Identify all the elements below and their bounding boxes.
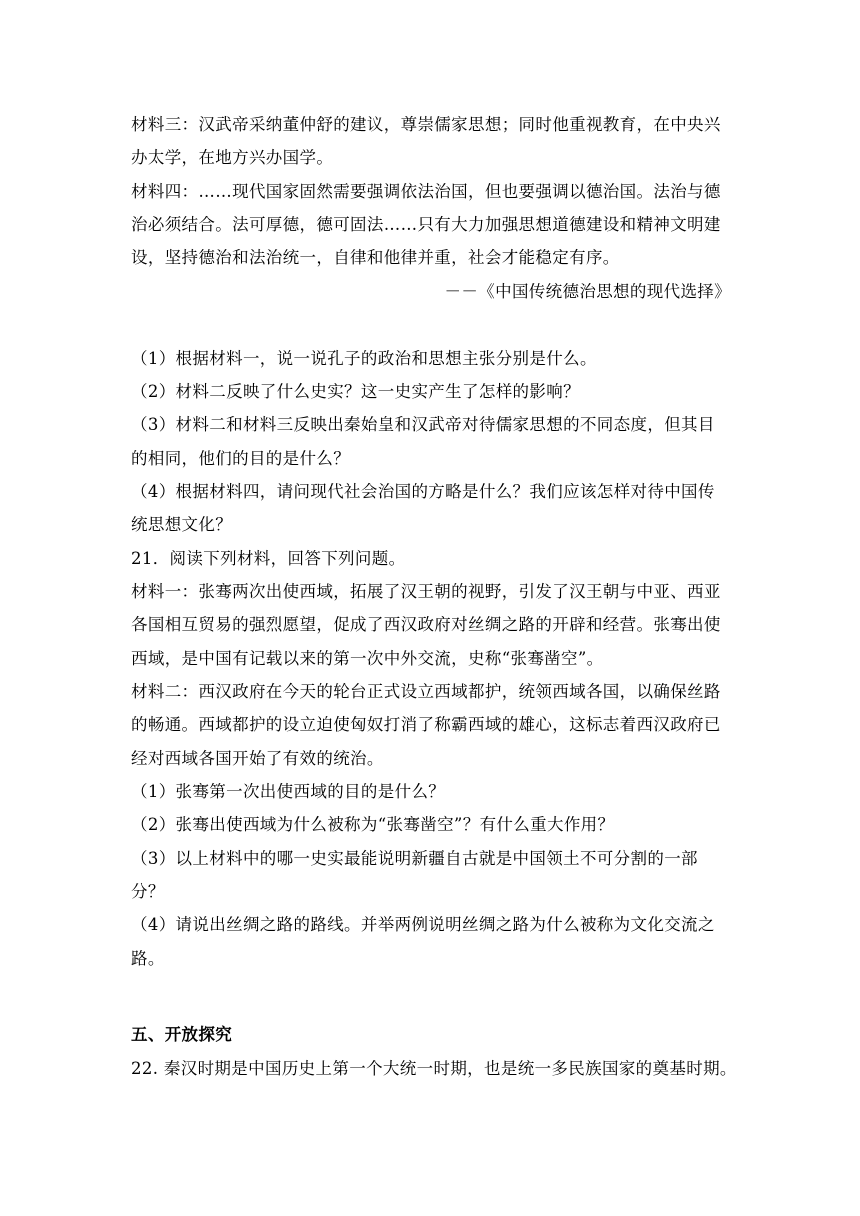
question-21-1: （1）张骞第一次出使西域的目的是什么？ xyxy=(131,782,446,801)
material-three-line-2: 办太学，在地方兴办国学。 xyxy=(131,148,334,167)
problem-22-line-1: 22. 秦汉时期是中国历史上第一个大统一时期，也是统一多民族国家的奠基时期。 xyxy=(131,1059,737,1078)
material-four-line-2: 治必须结合。法可厚德，德可固法……只有大力加强思想道德建设和精神文明建 xyxy=(131,215,721,234)
question-21-4-line-2: 路。 xyxy=(131,949,165,968)
material-one-line-3: 西域，是中国有记载以来的第一次中外交流，史称“张骞凿空”。 xyxy=(131,649,604,668)
material-two-line-3: 经对西域各国开始了有效的统治。 xyxy=(131,749,384,768)
question-21-2: （2）张骞出使西域为什么被称为“张骞凿空”？有什么重大作用？ xyxy=(131,815,615,834)
material-four-line-3: 设，坚持德治和法治统一，自律和他律并重，社会才能稳定有序。 xyxy=(131,248,620,267)
question-1: （1）根据材料一，说一说孔子的政治和思想主张分别是什么。 xyxy=(131,349,597,368)
question-3-line-1: （3）材料二和材料三反映出秦始皇和汉武帝对待儒家思想的不同态度，但其目 xyxy=(131,415,715,434)
question-21-4-line-1: （4）请说出丝绸之路的路线。并举两例说明丝绸之路为什么被称为文化交流之 xyxy=(131,915,715,934)
question-3-line-2: 的相同，他们的目的是什么？ xyxy=(131,449,351,468)
source-citation: －－《中国传统德治思想的现代选择》 xyxy=(444,282,731,301)
material-two-line-2: 的畅通。西域都护的设立迫使匈奴打消了称霸西域的雄心，这标志着西汉政府已 xyxy=(131,715,721,734)
question-2: （2）材料二反映了什么史实？这一史实产生了怎样的影响？ xyxy=(131,382,580,401)
material-three-line-1: 材料三：汉武帝采纳董仲舒的建议，尊崇儒家思想；同时他重视教育，在中央兴 xyxy=(131,115,721,134)
material-one-line-2: 各国相互贸易的强烈愿望，促成了西汉政府对丝绸之路的开辟和经营。张骞出使 xyxy=(131,615,721,634)
question-21-3-line-2: 分？ xyxy=(131,882,165,901)
section-heading: 五、开放探究 xyxy=(131,1025,233,1044)
material-two-line-1: 材料二：西汉政府在今天的轮台正式设立西域都护，统领西域各国，以确保丝路 xyxy=(131,682,721,701)
question-4-line-1: （4）根据材料四，请问现代社会治国的方略是什么？我们应该怎样对待中国传 xyxy=(131,482,715,501)
question-4-line-2: 统思想文化？ xyxy=(131,515,233,534)
question-21-3-line-1: （3）以上材料中的哪一史实最能说明新疆自古就是中国领土不可分割的一部 xyxy=(131,849,698,868)
material-four-line-1: 材料四：……现代国家固然需要强调依法治国，但也要强调以德治国。法治与德 xyxy=(131,182,721,201)
problem-21-title: 21．阅读下列材料，回答下列问题。 xyxy=(131,549,406,568)
material-one-line-1: 材料一：张骞两次出使西域，拓展了汉王朝的视野，引发了汉王朝与中亚、西亚 xyxy=(131,582,721,601)
